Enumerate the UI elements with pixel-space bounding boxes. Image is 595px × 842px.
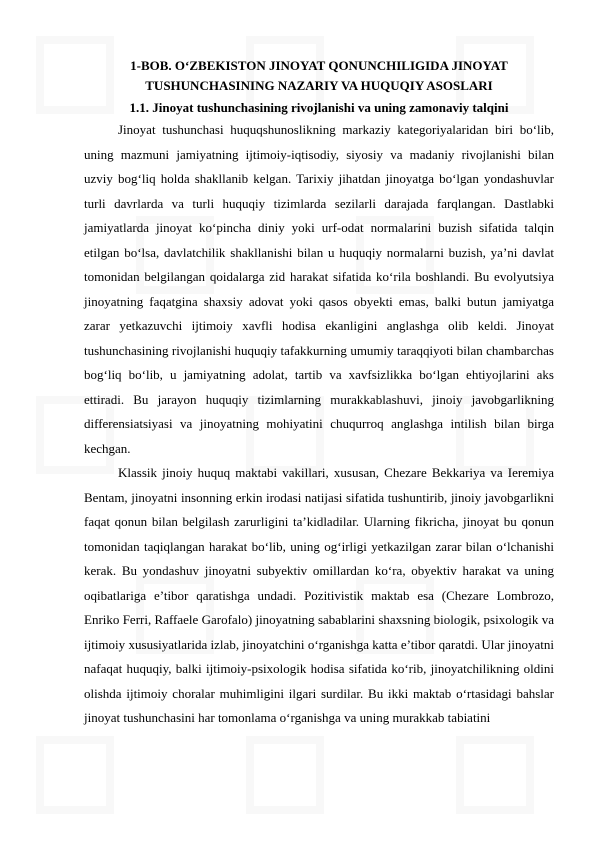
paragraph-2: Klassik jinoiy huquq maktabi vakillari, xususan, Chezare Bekkariya va Ieremiya Bentam, jinoyatni insonning erkin irodasi natijasi sifatida tushuntirib, jinoiy javobgarlikni faqat qonun bilan belgilash zarurligini ta’kidladilar. Ularning fikricha, jinoyat bu qonun tomonidan taqiqlangan harakat bo‘lib, uning og‘irligi yetkazilgan zarar bilan o‘lchanishi kerak. Bu yondashuv jinoyatni subyektiv omillardan ko‘ra, obyektiv harakat va uning oqibatlariga e’tibor qaratishga undadi. Pozitivistik maktab esa (Chezare Lombrozo, Enriko Ferri, Raffaele Garofalo) jinoyatning sabablarini shaxsning biologik, psixologik va ijtimoiy xususiyatlarida izlab, jinoyatchini o‘rganishga katta e’tibor qaratdi. Ular jinoyatni nafaqat huquqiy, balki ijtimoiy-psixologik hodisa sifatida ko‘rib, jinoyatchilikning oldini olishda ijtimoiy choralar muhimligini ilgari surdilar. Bu ikki maktab o‘rtasidagi bahslar jinoyat tushunchasini har tomonlama o‘rganishga va uning murakkab tabiatini xyxy=(84,465,554,725)
chapter-title-line-2: TUSHUNCHASINING NAZARIY VA HUQUQIY ASOSLARI xyxy=(145,78,493,93)
document-body xyxy=(84,56,554,731)
section-title: 1.1. Jinoyat tushunchasining rivojlanishi va uning zamonaviy talqini xyxy=(129,100,509,115)
chapter-title-line-1: 1-BOB. O‘ZBEKISTON JINOYAT QONUNCHILIGIDA JINOYAT xyxy=(130,58,508,73)
chapter-title xyxy=(84,56,554,96)
paragraph-1: Jinoyat tushunchasi huquqshunoslikning markaziy kategoriyalaridan biri bo‘lib, uning mazmuni jamiyatning ijtimoiy-iqtisodiy, siyosiy va madaniy rivojlanishi bilan uzviy bog‘liq holda shakllanib kelgan. Tarixiy jihatdan jinoyatga bo‘lgan yondashuvlar turli davrlarda va turli huquqiy tizimlarda sezilarli darajada farqlangan. Dastlabki jamiyatlarda jinoyat ko‘pincha diniy yoki urf-odat normalarini buzish sifatida talqin etilgan bo‘lsa, davlatchilik shakllanishi bilan u huquqiy normalarni buzish, ya’ni davlat tomonidan belgilangan qoidalarga zid harakat sifatida ko‘rila boshlandi. Bu evolyutsiya jinoyatning faqatgina shaxsiy adovat yoki qasos obyekti emas, balki butun jamiyatga zarar yetkazuvchi ijtimoiy xavfli hodisa ekanligini anglashga olib keldi. Jinoyat tushunchasining rivojlanishi huquqiy tafakkurning umumiy taraqqiyoti bilan chambarchas bog‘liq bo‘lib, u jamiyatning adolat, tartib va xavfsizlikka bo‘lgan ehtiyojlarini aks ettiradi. Bu jarayon huquqiy tizimlarning murakkablashuvi, jinoiy javobgarlikning differensiatsiyasi va jinoyatning mohiyatini chuqurroq anglashga intilish bilan birga kechgan. xyxy=(84,122,554,456)
